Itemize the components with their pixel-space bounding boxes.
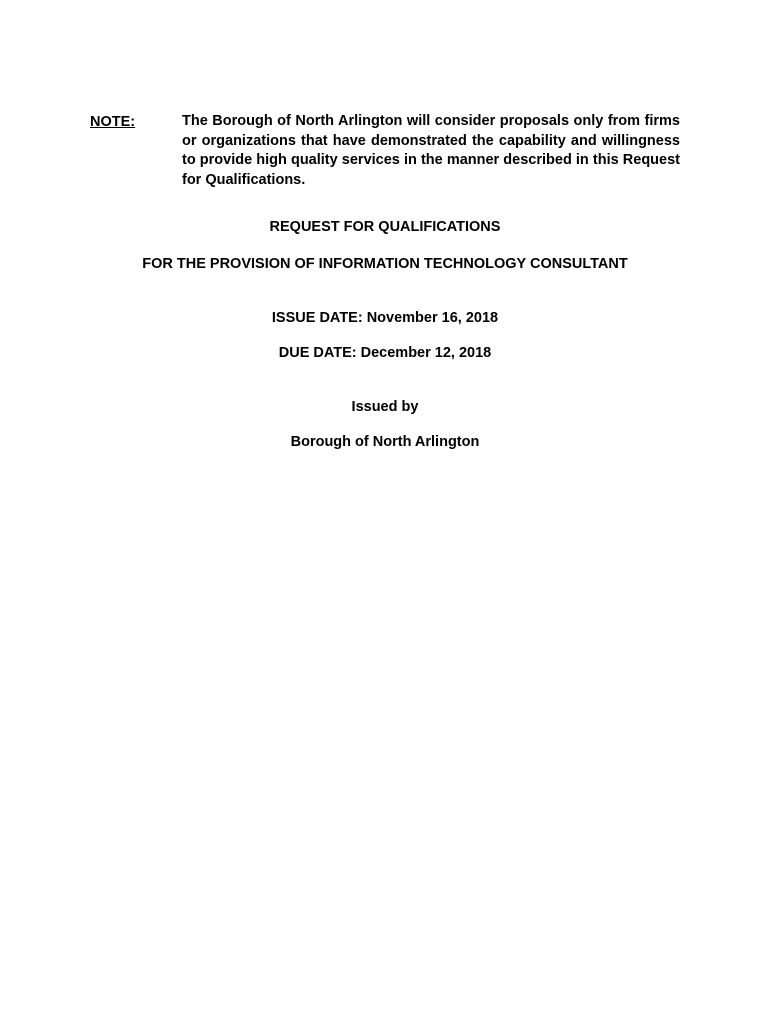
issue-date: ISSUE DATE: November 16, 2018 <box>271 310 499 326</box>
note-text: The Borough of North Arlington will consider proposals only from firms or organizations that have demonstrated the capability and willingness to provide high quality services in the manner described in this Request for Qualifications. <box>182 113 680 188</box>
note-label: NOTE: <box>90 114 136 130</box>
issuer-name: Borough of North Arlington <box>290 434 480 450</box>
document-title: REQUEST FOR QUALIFICATIONS <box>269 219 501 235</box>
due-date: DUE DATE: December 12, 2018 <box>278 345 492 361</box>
document-subtitle: FOR THE PROVISION OF INFORMATION TECHNOLOGY CONSULTANT <box>142 256 628 272</box>
issued-by-label: Issued by <box>351 399 419 415</box>
